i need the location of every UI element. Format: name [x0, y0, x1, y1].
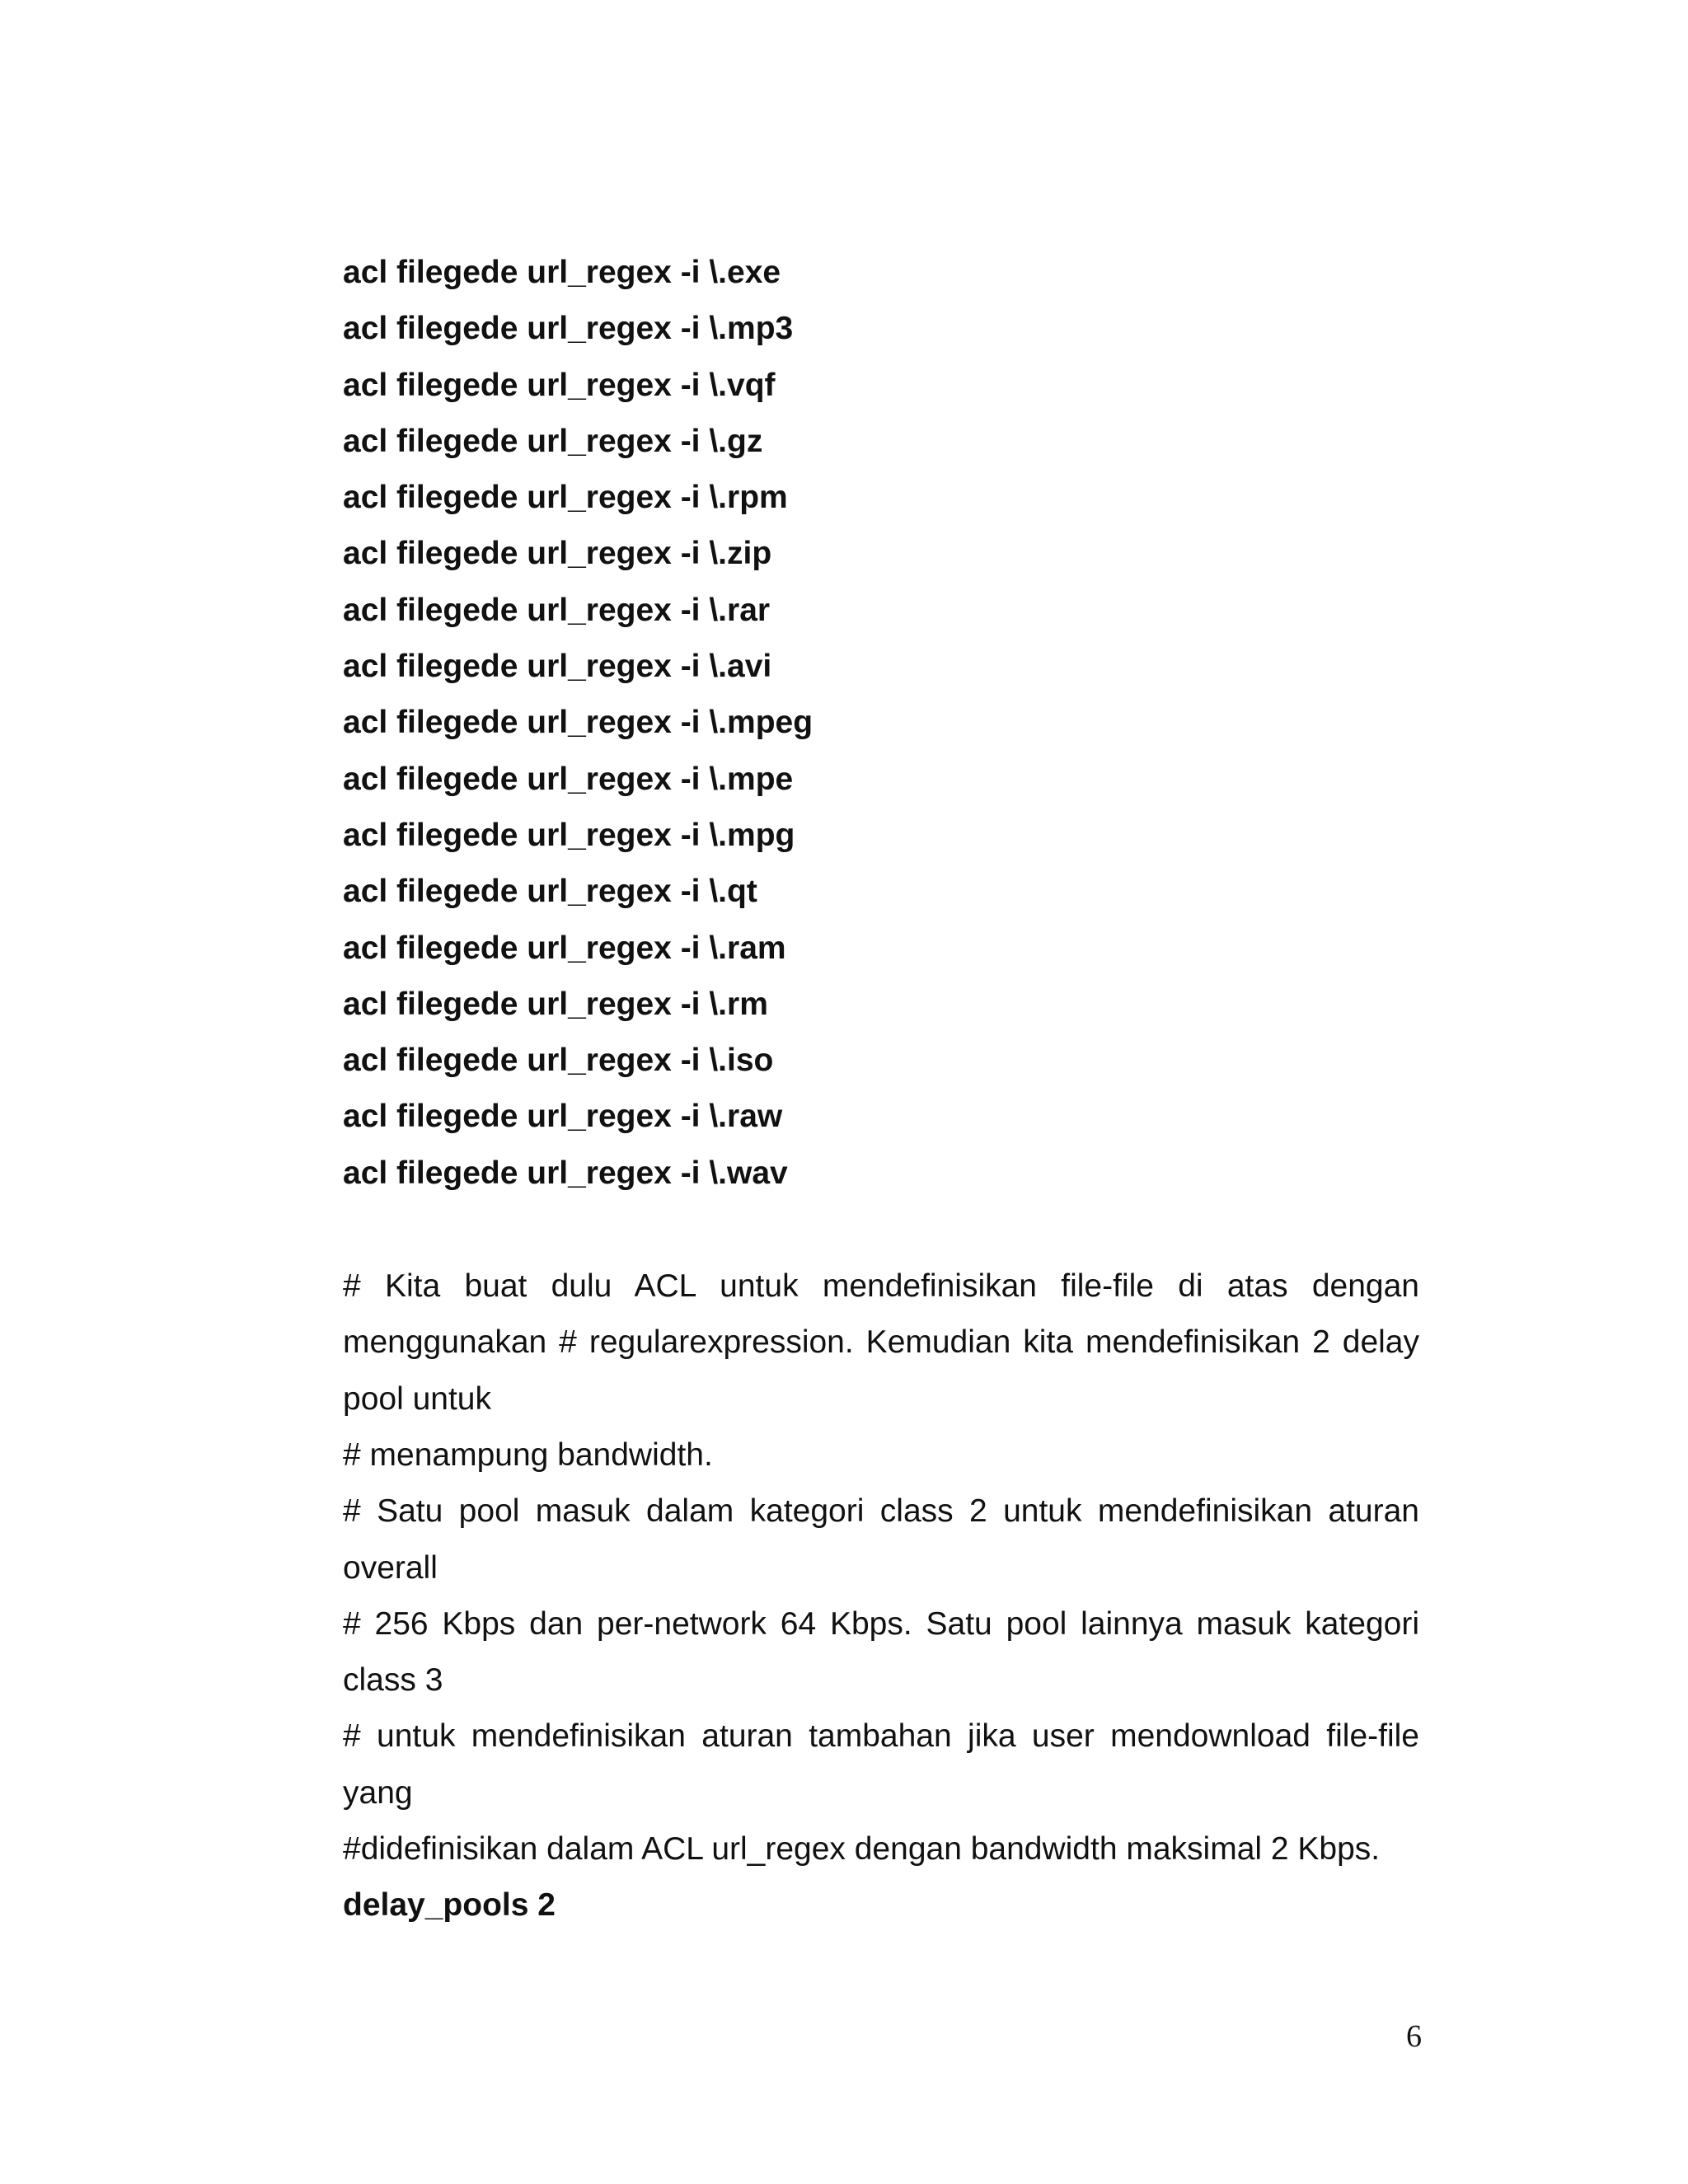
acl-line: acl filegede url_regex -i \.mpe [343, 761, 794, 797]
page-number: 6 [1406, 2019, 1422, 2054]
acl-line: acl filegede url_regex -i \.qt [343, 874, 757, 910]
comment-paragraph: # Kita buat dulu ACL untuk mendefinisikan file-file di atas dengan menggunakan # regularexpression. Kemudian kita mendefinisikan 2 delay pool untuk [343, 1268, 1419, 1417]
comment-block [343, 1258, 1419, 1934]
acl-line: acl filegede url_regex -i \.zip [343, 536, 772, 572]
comment-paragraph: # untuk mendefinisikan aturan tambahan jika user mendownload file-file yang [343, 1718, 1419, 1811]
comment-paragraph: # menampung bandwidth. [343, 1436, 713, 1473]
page-content [343, 245, 1419, 1934]
acl-line: acl filegede url_regex -i \.mpeg [343, 705, 814, 741]
acl-line: acl filegede url_regex -i \.rar [343, 592, 771, 628]
acl-line: acl filegede url_regex -i \.raw [343, 1099, 783, 1135]
acl-line: acl filegede url_regex -i \.vqf [343, 367, 776, 403]
acl-list [343, 245, 1419, 1202]
acl-line: acl filegede url_regex -i \.avi [343, 649, 772, 685]
acl-line: acl filegede url_regex -i \.rm [343, 986, 768, 1022]
comment-paragraph: # Satu pool masuk dalam kategori class 2 untuk mendefinisikan aturan overall [343, 1493, 1419, 1586]
acl-line: acl filegede url_regex -i \.mpg [343, 817, 795, 853]
delay-pools-line: delay_pools 2 [343, 1887, 556, 1924]
comment-paragraph: #didefinisikan dalam ACL url_regex dengan bandwidth maksimal 2 Kbps. [343, 1831, 1381, 1868]
acl-line: acl filegede url_regex -i \.mp3 [343, 311, 794, 347]
acl-line: acl filegede url_regex -i \.exe [343, 255, 781, 290]
acl-line: acl filegede url_regex -i \.iso [343, 1043, 774, 1079]
acl-line: acl filegede url_regex -i \.gz [343, 423, 763, 459]
acl-line: acl filegede url_regex -i \.wav [343, 1155, 788, 1191]
comment-paragraph: # 256 Kbps dan per-network 64 Kbps. Satu pool lainnya masuk kategori class 3 [343, 1605, 1419, 1699]
acl-line: acl filegede url_regex -i \.ram [343, 930, 786, 966]
acl-line: acl filegede url_regex -i \.rpm [343, 480, 788, 516]
